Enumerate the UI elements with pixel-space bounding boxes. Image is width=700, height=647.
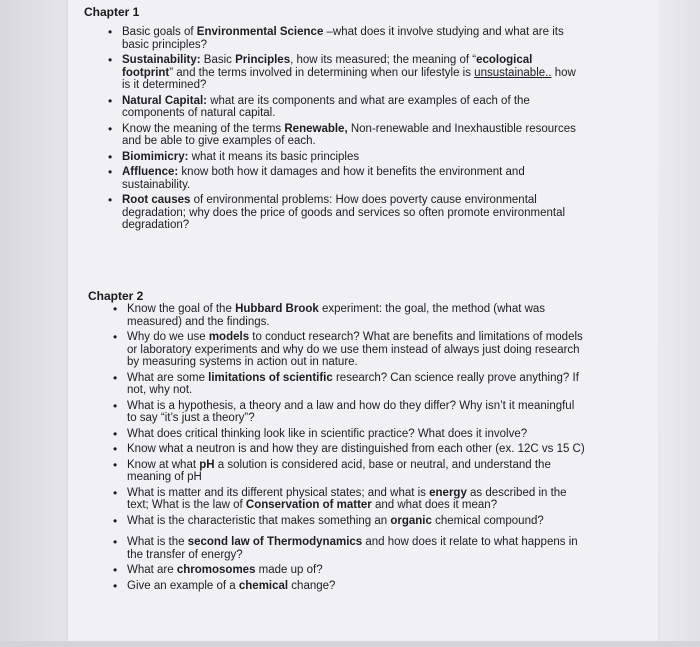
background-shadow-left xyxy=(0,0,70,647)
chapter2-list-item: • What is the second law of Thermodynamics and how does it relate to what happens in the transfer of energy? xyxy=(113,536,585,561)
chapter2-list-item: • What are chromosomes made up of? xyxy=(113,564,585,577)
chapter2-list-item: • What are some limitations of scientific research? Can science really prove anything? If not, why not. xyxy=(113,372,585,397)
chapter2-list-item: • Know at what pH a solution is considered acid, base or neutral, and understand the meaning of pH xyxy=(113,459,585,484)
chapter-1-list xyxy=(108,26,586,232)
chapter2-list-item: • What is the characteristic that makes something an organic chemical compound? xyxy=(113,515,585,528)
chapter2-list-item: • Know the goal of the Hubbard Brook experiment: the goal, the method (what was measured) and the findings. xyxy=(113,303,585,328)
chapter1-list-item: • Basic goals of Environmental Science –what does it involve studying and what are its basic principles? xyxy=(108,26,586,51)
chapter1-list-item: • Biomimicry: what it means its basic principles xyxy=(108,151,586,164)
chapter1-list-item: • Know the meaning of the terms Renewable, Non-renewable and Inexhaustible resources and be able to give examples of each. xyxy=(108,123,586,148)
chapter1-list-item: • Affluence: know both how it damages and how it benefits the environment and sustainability. xyxy=(108,166,586,191)
chapter2-list-item: • What is matter and its different physical states; and what is energy as described in the text; What is the law of Conservation of matter and what does it mean? xyxy=(113,487,585,512)
chapter1-list-item: • Natural Capital: what are its components and what are examples of each of the components of natural capital. xyxy=(108,95,586,120)
chapter-2-list xyxy=(113,303,585,592)
chapter2-list-item: • Know what a neutron is and how they are distinguished from each other (ex. 12C vs 15 C) xyxy=(113,443,585,456)
chapter2-list-item: • Give an example of a chemical change? xyxy=(113,580,585,593)
bottom-edge xyxy=(0,641,700,647)
chapter-2-heading: Chapter 2 xyxy=(88,289,144,303)
chapter2-list-item: • What does critical thinking look like in scientific practice? What does it involve? xyxy=(113,428,585,441)
chapter-1-heading: Chapter 1 xyxy=(84,5,140,19)
chapter2-list-item: • Why do we use models to conduct research? What are benefits and limitations of models or laboratory experiments and why do we use them instead of always just doing research by measuring systems in action out in nature. xyxy=(113,331,585,369)
chapter1-list-item: • Root causes of environmental problems: How does poverty cause environmental degradation; why does the price of goods and services so often promote environmental degradation? xyxy=(108,194,586,232)
chapter1-list-item: • Sustainability: Basic Principles, how its measured; the meaning of “ecological footprint” and the terms involved in determining when our lifestyle is unsustainable.. how is it determined? xyxy=(108,54,586,92)
chapter2-list-item: • What is a hypothesis, a theory and a law and how do they differ? Why isn’t it meaningful to say “it’s just a theory”? xyxy=(113,400,585,425)
background-shadow-right xyxy=(660,0,700,647)
